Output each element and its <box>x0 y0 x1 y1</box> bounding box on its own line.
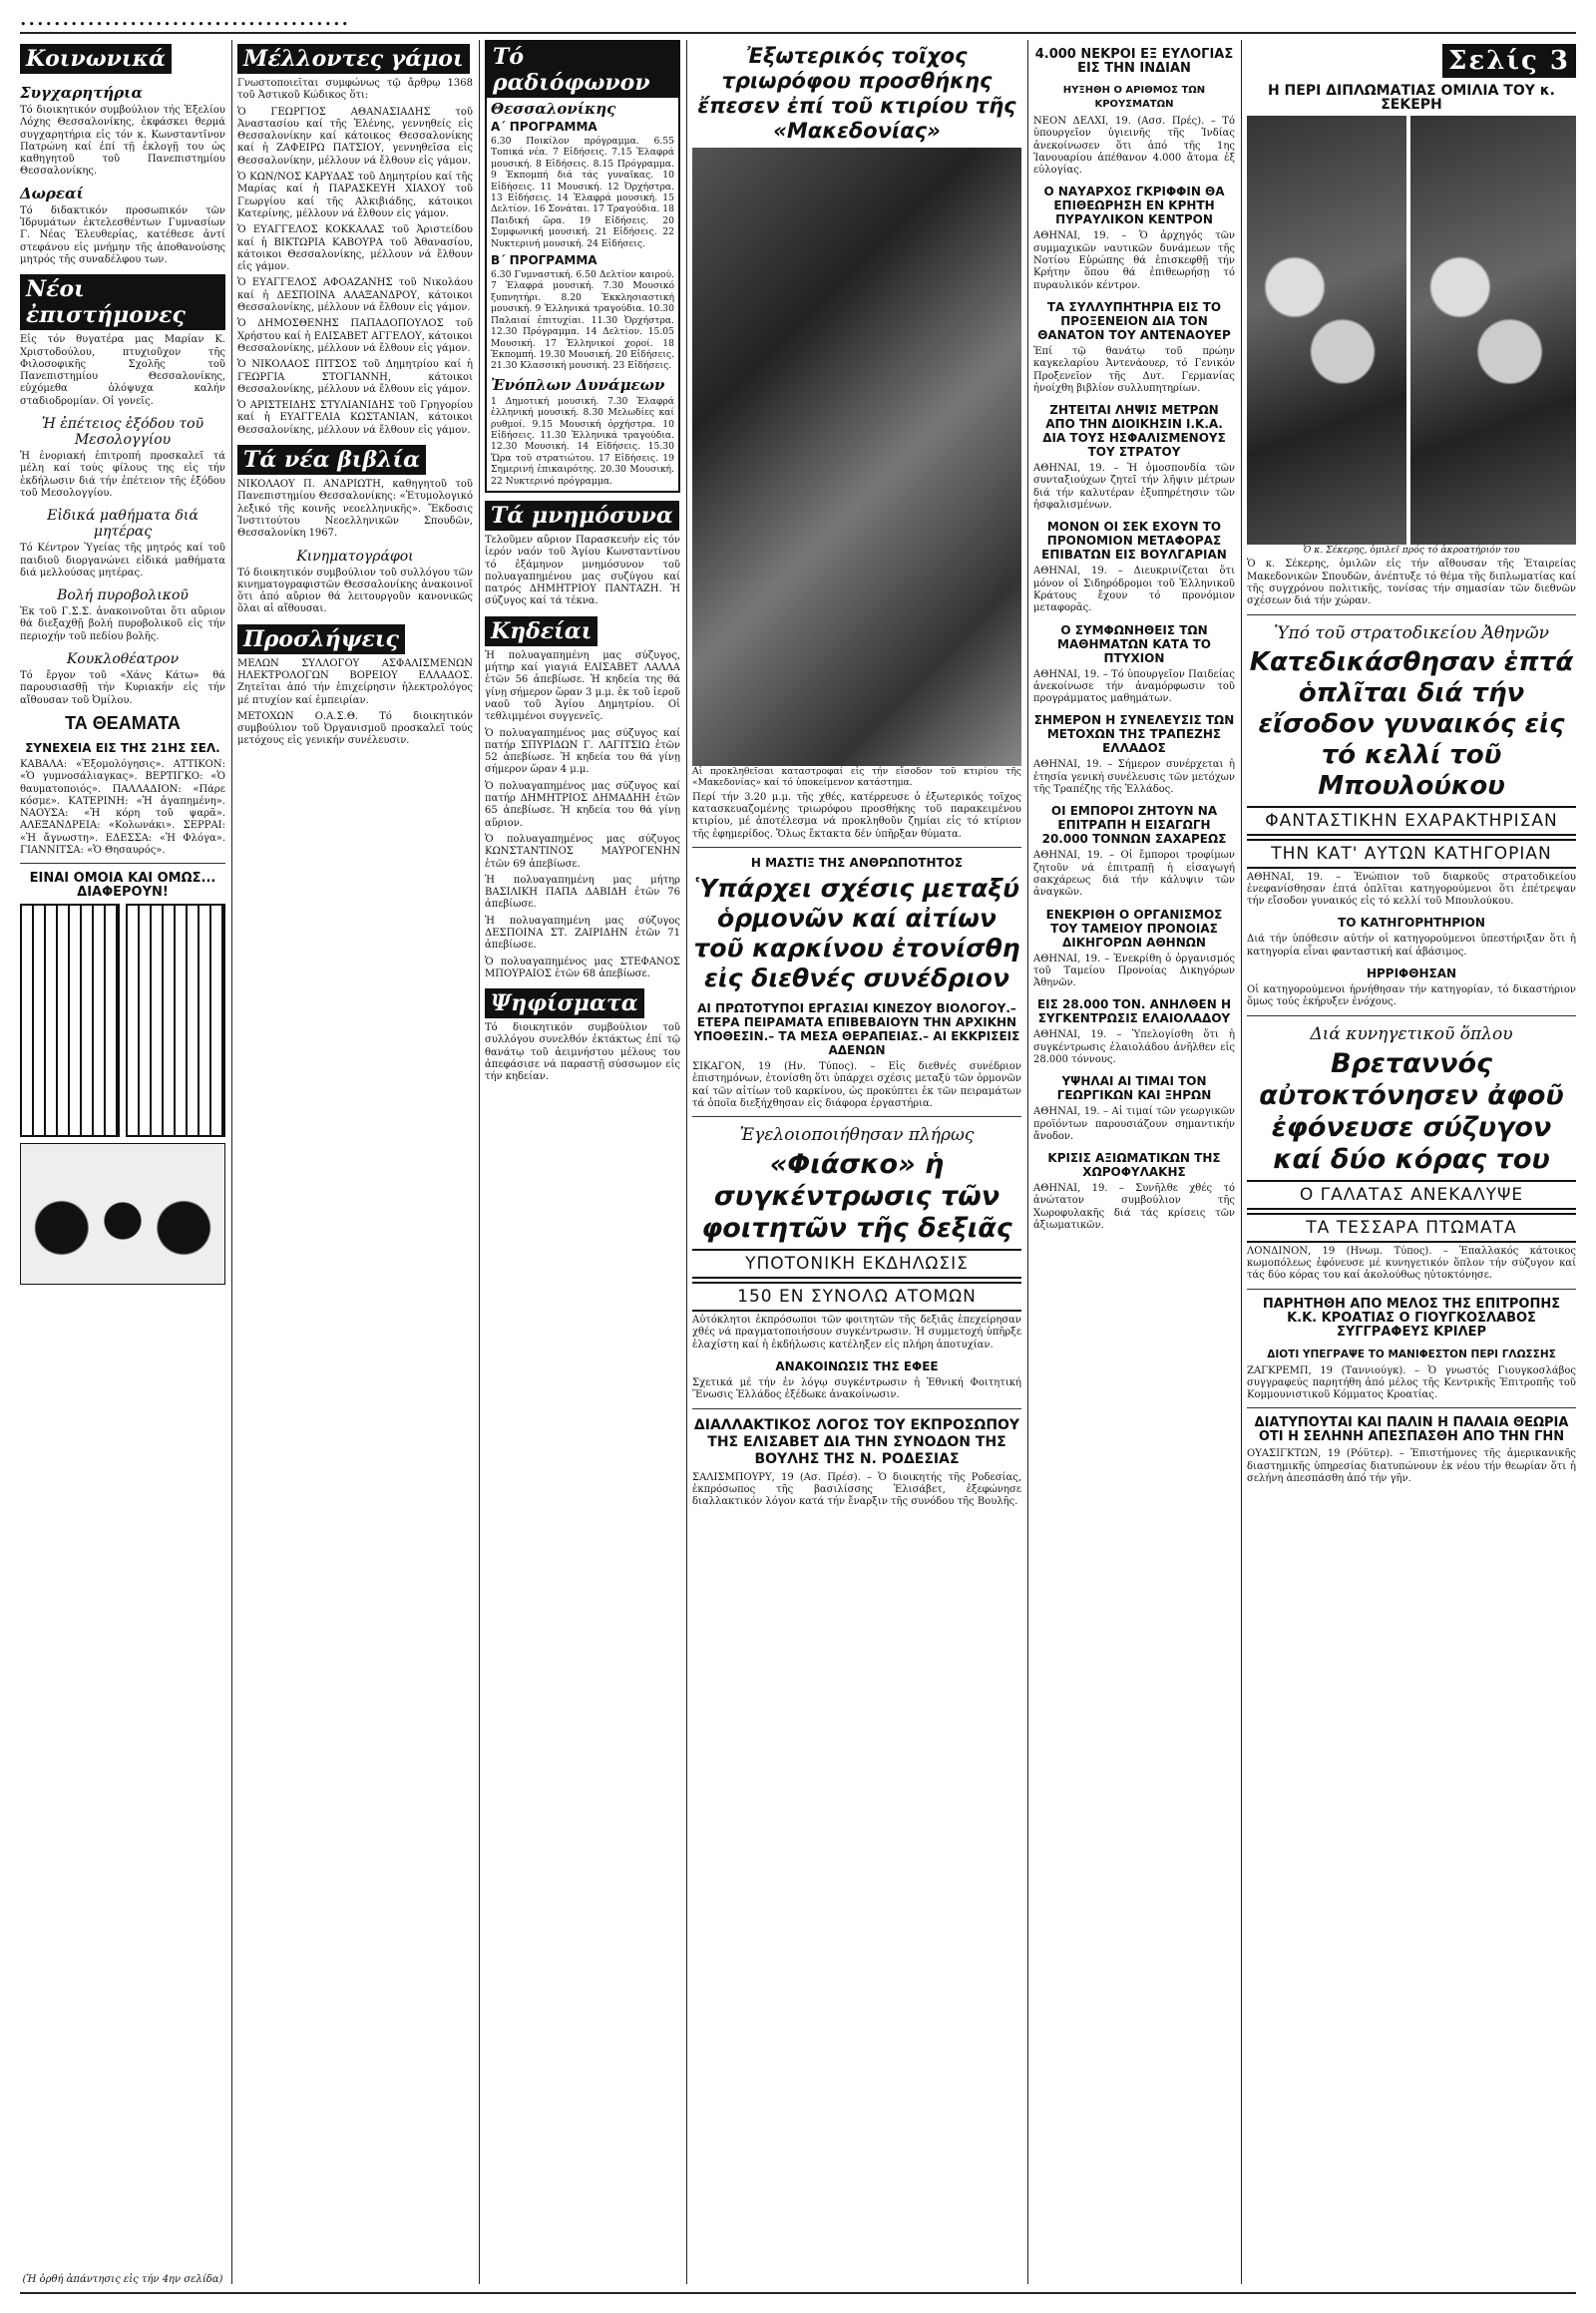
boxed-fiasco-1: ΥΠΟΤΟΝΙΚΗ ΕΚΔΗΛΩΣΙΣ <box>692 1249 1021 1279</box>
kicker-cancer: Η ΜΑΣΤΙΞ ΤΗΣ ΑΝΘΡΩΠΟΤΗΤΟΣ <box>750 856 964 870</box>
article-britannos: ΛΟΝΔΙΝΟΝ, 19 (Ηνωμ. Τύπος). – Ἐπαλλακός κάτοικος κωμοπόλεως ἐφόνευσε μέ κυνηγετικόν ὅπλον τήν σύζυγον καί τάς δύο κόρας του καί ἀκολούθως ηὐτοκτόνησε. <box>1247 1245 1576 1282</box>
article-kreta: ΑΘΗΝΑΙ, 19. – Ὁ ἀρχηγός τῶν συμμαχικῶν ναυτικῶν δυνάμεων τῆς Νοτίου Εὐρώπης θά ἐπισκεφθῇ τήν Κρήτην ὅπου θά ἐπιθεωρήσῃ τό πυραυλικόν κέντρον. <box>1033 230 1235 291</box>
article-kouklotheatro: Τό ἔργον τοῦ «Χάνς Κάτω» θά παρουσιασθῇ τήν Κυριακήν εἰς τήν αἴθουσαν τοῦ Ὀμίλου. <box>20 670 225 706</box>
article-mnimosyna: Τελοῦμεν αὔριον Παρασκευήν εἰς τόν ἱερόν ναόν τοῦ Ἁγίου Κωνσταντίνου τό ἐξάμηνον μνημόσυνον τοῦ πολυαγαπημένου μας συζύγου καί πατρός ΔΗΜΗΤΡΙΟΥ ΠΑΝΤΑΖΗ. Ἡ σύζυγος καί τά τέκνα. <box>485 534 680 607</box>
enoples-text: 1 Δημοτική μουσική. 7.30 Ἑλαφρά ἐλληνική μουσική. 8.30 Μελωδίες καί ρυθμοί. 9.15 Μουσική ὀρχήστρα. 10 Εἰδήσεις. 11.30 Ἑλληνικά τραγούδια. 12.30 Μουσική. 14 Εἰδήσεις. 15.30 Ὥρα τοῦ στρατιώτου. 17 Εἰδήσεις. 19 Σημερινή ἐπικαιρότης. 20.30 Μουσική. 22 Νυκτερινό πρόγραμμα. <box>491 395 674 487</box>
article-neoi: Εἰς τόν θυγατέρα μας Μαρίαν Κ. Χριστοδούλου, πτυχιοῦχον τῆς Φιλοσοφικῆς Σχολῆς τοῦ Πανεπιστημίου Θεσσαλονίκης, εὐχόμεθα ὁλόψυχα καλήν σταδιοδρομίαν. Οἱ γονεῖς. <box>20 334 225 407</box>
article-exodos: Ἡ ἐνοριακή ἐπιτροπή προσκαλεῖ τά μέλη καί τούς φίλους της εἰς τήν ἐκδήλωσιν διά τήν ἐπέτειον τῆς ἐξόδου τοῦ Μεσολογγίου. <box>20 451 225 499</box>
article-psifismata: Τό διοικητικόν συμβούλιον τοῦ συλλόγου συνελθόν ἐκτάκτως ἐπί τῷ θανάτῳ τοῦ ἀειμνήστου μέλους του ἀπεφάσισε νά παραστῇ σύσσωμον εἰς τήν κηδείαν. <box>485 1022 680 1083</box>
kideia-1: Ἡ πολυαγαπημένη μας σύζυγος, μήτηρ καί γιαγιά ΕΛΙΣΑΒΕΤ ΛΑΛΛΑ ἐτῶν 56 ἀπεβίωσε. Ἡ κηδεία της θά γίνῃ σήμερον ὥραν 3 μ.μ. ἐκ τοῦ ἱεροῦ ναοῦ τοῦ Ἁγίου Δημητρίου. Οἱ τεθλιμμένοι συγγενεῖς. <box>485 649 680 723</box>
collapse-photo <box>692 148 1021 766</box>
kideia-3: Ὁ πολυαγαπημένος μας σύζυγος καί πατήρ ΔΗΜΗΤΡΙΟΣ ΔΗΜΑΔΗΗ ἐτῶν 65 ἀπεβίωσε. Ἡ κηδεία του θά γίνῃ αὔριον. <box>485 780 680 829</box>
sub-congrats: Συγχαρητήρια <box>20 84 143 102</box>
headline-xorofylaki: ΚΡΙΣΙΣ ΑΞΙΩΜΑΤΙΚΩΝ ΤΗΣ ΧΩΡΟΦΥΛΑΚΗΣ <box>1047 1151 1221 1180</box>
headline-elaiolado: ΕΙΣ 28.000 ΤΟΝ. ΑΝΗΛΘΕΝ Η ΣΥΓΚΕΝΤΡΩΣΙΣ ΕΛΑΙΟΛΑΔΟΥ <box>1036 997 1231 1026</box>
headline-india: 4.000 ΝΕΚΡΟΙ ΕΞ ΕΥΛΟΓΙΑΣ ΕΙΣ ΤΗΝ ΙΝΔΙΑΝ <box>1034 47 1234 76</box>
sub-enoples: Ἐνόπλων Δυνάμεων <box>491 375 665 394</box>
article-eofe: Σχετικά μέ τήν ἐν λόγῳ συγκέντρωσιν ἡ Ἐθνική Φοιτητική Ἕνωσις Ἑλλάδος ἐξέδωκε ἀνακοίνωσιν. <box>692 1377 1021 1401</box>
gamoi-3: Ὁ ΚΩΝ/ΝΟΣ ΚΑΡΥΔΑΣ τοῦ Δημητρίου καί τῆς Μαρίας καί ἡ ΠΑΡΑΣΚΕΥΗ ΧΙΑΧΟΥ τοῦ Γεωργίου καί τῆς Αλκιβιάδης, κάτοικοι Κατερίνης, μέλλουν νά ἔλθουν εἰς γάμον. <box>237 172 473 219</box>
headline-ika: ΖΗΤΕΙΤΑΙ ΛΗΨΙΣ ΜΕΤΡΩΝ ΑΠΟ ΤΗΝ ΔΙΟΙΚΗΣΙΝ Ι.Κ.Α. ΔΙΑ ΤΟΥΣ ΗΣΦΑΛΙΣΜΕΝΟΥΣ ΤΟΥ ΣΤΡΑΤΟΥ <box>1042 403 1226 460</box>
sub-mathimata: Εἰδικά μαθήματα διά μητέρας <box>47 508 199 541</box>
column-1 <box>20 40 225 2289</box>
kideia-6: Ἡ πολυαγαπημένη μας σύζυγος ΔΕΣΠΟΙΝΑ ΣΤ. ΖΑΙΡΙΔΗΝ ἐτῶν 71 ἀπεβίωσε. <box>485 915 680 952</box>
cartoon-footer: (Ἡ ὀρθή ἀπάντησις εἰς τήν 4ην σελίδα) <box>22 2274 223 2285</box>
kideia-2: Ὁ πολυαγαπημένος μας σύζυγος καί πατήρ ΣΠΥΡΙΔΩΝ Γ. ΛΑΓΙΤΣΙΩ ἐτῶν 52 ἀπεβίωσε. Ἡ κηδεία του θά γίνῃ σήμερον ὥραν 4 μ.μ. <box>485 727 680 776</box>
section-themata: ΤΑ ΘΕΑΜΑΤΑ <box>65 712 181 733</box>
kideia-4: Ὁ πολυαγαπημένος μας σύζυγος ΚΩΝΣΤΑΝΤΙΝΟΣ ΜΑΥΡΟΓΕΝΗΝ ἐτῶν 69 ἀπεβίωσε. <box>485 833 680 870</box>
sekeris-caption: Ὁ κ. Σέκερης, ὁμιλεῖ πρός τό ἀκροατήριόν του <box>1303 545 1520 556</box>
gamoi-8: Ὁ ΑΡΙΣΤΕΙΔΗΣ ΣΤΥΛΙΑΝΙΔΗΣ τοῦ Γρηγορίου καί ἡ ΕΥΑΓΓΕΛΙΑ ΚΩΣΤΑΝΙΑΝ, κάτοικοι Θεσσαλονίκης, μέλλουν νά ἔλθουν εἰς γάμον. <box>237 400 473 436</box>
collapse-caption: Αἱ προκληθεῖσαι καταστροφαί εἰς τήν εἴσοδον τοῦ κτιρίου τῆς «Μακεδονίας» καί τό ὑποκείμενον κατάστημα. <box>692 766 1021 789</box>
gamoi-5: Ὁ ΕΥΑΓΓΕΛΟΣ ΑΦΟΑΖΑΝΗΣ τοῦ Νικολάου καί ἡ ΔΕΣΠΟΙΝΑ ΑΛΑΞΑΝΔΡΟΥ, κάτοικοι Θεσσαλονίκης, μέλλουν νά ἔλθουν εἰς γάμον. <box>237 277 473 314</box>
headline-britannos: Βρεταννός αὐτοκτόνησεν ἀφοῦ ἐφόνευσε σύζυγον καί δύο κόρας του <box>1259 1047 1564 1175</box>
sekeris-photos <box>1247 116 1576 545</box>
article-xorofylaki: ΑΘΗΝΑΙ, 19. – Συνῆλθε χθές τό ἀνώτατον συμβούλιον τῆς Χωροφυλακῆς διά τάς κρίσεις τῶν ἀξιωματικῶν. <box>1033 1183 1235 1232</box>
article-themata: ΚΑΒΑΛΑ: «Ἐξομολόγησις». ΑΤΤΙΚΟΝ: «Ὁ γυμνοσάλιαγκας». ΒΕΡΤΙΓΚΟ: «Ὁ θαυματοποιός». ΠΑΛΛΑΔΙΟΝ: «Πάρε κόσμε». ΚΑΤΕΡΙΝΗ: «Ἡ ἀγαπημένη». ΝΑΟΥΣΑ: «Ἡ κόρη τοῦ ψαρᾶ». ΑΛΕΞΑΝΔΡΕΙΑ: «Κολωνάκι». ΣΕΡΡΑΙ: «Ἡ ἄγνωστη». ΕΔΕΣΣΑ: «Ἡ Φλόγα». ΓΙΑΝΝΙΤΣΑ: «Ὁ Θησαυρός». <box>20 758 225 856</box>
headline-fiasco: «Φιάσκο» ἡ συγκέντρωσις τῶν φοιτητῶν τῆς δεξιᾶς <box>701 1149 1012 1245</box>
article-vamvaki: ΑΘΗΝΑΙ, 19. – Αἱ τιμαί τῶν γεωργικῶν προϊόντων παρουσιάζουν σημαντικήν ἄνοδον. <box>1033 1106 1235 1142</box>
headline-trapeza: ΣΗΜΕΡΟΝ Η ΣΥΝΕΛΕΥΣΙΣ ΤΩΝ ΜΕΤΟΧΩΝ ΤΗΣ ΤΡΑΠΕΖΗΣ ΕΛΛΑΔΟΣ <box>1033 713 1235 756</box>
radio-sub: Θεσσαλονίκης <box>491 100 616 118</box>
headline-adenauer: ΤΑ ΣΥΛΛΥΠΗΤΗΡΙΑ ΕΙΣ ΤΟ ΠΡΟΞΕΝΕΙΟΝ ΔΙΑ ΤΟΝ ΘΑΝΑΤΟΝ ΤΟΥ ΑΝΤΕΝΑΟΥΕΡ <box>1037 299 1231 342</box>
radio-box <box>485 40 680 493</box>
headline-vamvaki: ΥΨΗΛΑΙ ΑΙ ΤΙΜΑΙ ΤΟΝ ΓΕΩΡΓΙΚΩΝ ΚΑΙ ΞΗΡΩΝ <box>1056 1074 1212 1103</box>
article-selini: ΟΥΑΣΙΓΚΤΩΝ, 19 (Ρόϋτερ). – Ἐπιστήμονες τῆς ἀμερικανικῆς διαστημικῆς ὑπηρεσίας διατυπώνουν ἐκ νέου τήν θεωρίαν ὅτι ἡ σελήνη ἀπεσπάσθη ἀπό τήν γῆν. <box>1247 1448 1576 1485</box>
prog-b: Β΄ ΠΡΟΓΡΑΜΜΑ <box>491 253 598 268</box>
section-vivlia: Τά νέα βιβλία <box>237 445 426 475</box>
gamoi-4: Ὁ ΕΥΑΓΓΕΛΟΣ ΚΟΚΚΑΛΑΣ τοῦ Ἀριστείδου καί ἡ ΒΙΚΤΩΡΙΑ ΚΑΒΟΥΡΑ τοῦ Ἀθανασίου, κάτοικοι Θεσσαλονίκης, μέλλουν νά ἔλθουν εἰς γάμον. <box>237 224 473 273</box>
gamoi-7: Ὁ ΝΙΚΟΛΑΟΣ ΠΙΤΣΟΣ τοῦ Δημητρίου καί ἡ ΓΕΩΡΓΙΑ ΣΤΟΓΙΑΝΝΗ, κάτοικοι Θεσσαλονίκης, μέλλουν νά ἔλθουν εἰς γάμον. <box>237 359 473 395</box>
article-sekeris: Ὁ κ. Σέκερης, ὁμιλῶν εἰς τήν αἴθουσαν τῆς Ἑταιρείας Μακεδονικῶν Σπουδῶν, ἀνέπτυξε τό θέμα τῆς διπλωματίας καί τῆς συγχρόνου πολιτικῆς, τονίσας τήν σημασίαν τῶν διεθνῶν σχέσεων διά τήν χώραν. <box>1247 559 1576 607</box>
article-donations: Τό διδακτικόν προσωπικόν τῶν Ἰδρυμάτων ἐκτελεσθέντων Γυμνασίων Γ. Νέας Ἐλευθερίας, κατέθεσε ἀντί στεφάνου εἰς μνήμην τῆς ἀποθανούσης μητρός τῆς συναδέλφου των. <box>20 204 225 265</box>
prog-a-text: 6.30 Ποικίλον πρόγραμμα. 6.55 Τοπικά νέα. 7 Εἰδήσεις. 7.15 Ἑλαφρά μουσική. 8 Εἰδήσεις. 8.15 Πρόγραμμα. 9 Ἐκπομπή διά τάς γυναῖκας. 10 Εἰδήσεις. 11 Μουσική. 12 Ὀρχήστρα. 13 Εἰδήσεις. 14 Ἑλαφρά μουσική. 15 Δελτίον. 16 Σονάται. 17 Τραγούδια. 18 Παιδική ὥρα. 19 Εἰδήσεις. 20 Συμφωνική μουσική. 21 Εἰδήσεις. 22 Νυκτερινή μουσική. 24 Εἰδήσεις. <box>491 136 674 249</box>
page-label: Σελίς 3 <box>1442 44 1576 78</box>
article-collapse: Περί τήν 3.20 μ.μ. τῆς χθές, κατέρρευσε ὁ ἐξωτερικός τοῖχος κατασκευαζομένης τριωρόφου προσθήκης τοῦ παρακειμένου κτιρίου, μέ ἀποτέλεσμα νά προκληθοῦν ζημίαι εἰς τό κτίριον τῆς ἐφημερίδος. Ὅλως ἔκτακτα δέν ὑπῆρξαν θύματα. <box>692 791 1021 840</box>
article-cancer: ΣΙΚΑΓΟΝ, 19 (Ην. Τύπος). – Εἰς διεθνές συνέδριον ἐπιστημόνων, ἐτονίσθη ὅτι ὑπάρχει σχέσις μεταξύ τῶν ὁρμονῶν καί τῶν αἰτίων τοῦ καρκίνου, ὡς προκύπτει ἐκ τῶν πειραμάτων τά ὁποῖα διεξήχθησαν εἰς διάφορα ἐργαστήρια. <box>692 1061 1021 1109</box>
sekeris-photo-left <box>1247 116 1406 545</box>
boxed-bouloukos-2: ΤΗΝ ΚΑΤ' ΑΥΤΩΝ ΚΑΤΗΓΟΡΙΑΝ <box>1247 839 1576 869</box>
sub-donations: Δωρεαί <box>20 184 84 202</box>
section-neoi: Νέοι ἐπιστήμονες <box>20 274 225 330</box>
boxed-britannos-2: ΤΑ ΤΕΣΣΑΡΑ ΠΤΩΜΑΤΑ <box>1247 1213 1576 1243</box>
sekeris-photo-right <box>1410 116 1576 545</box>
article-mathimata: Τό Κέντρον Ὑγείας τῆς μητρός καί τοῦ παιδιοῦ διοργανώνει εἰδικά μαθήματα διά μελλούσας μητέρας. <box>20 543 225 578</box>
cartoon-title: ΕΙΝΑΙ ΟΜΟΙΑ ΚΑΙ ΟΜΩΣ... ΔΙΑΦΕΡΟΥΝ! <box>29 871 216 901</box>
page-bottom-rule <box>20 2292 1576 2294</box>
article-katigoritirion: Διά τήν ὑπόθεσιν αὐτήν οἱ κατηγορούμενοι ὑπεστήριξαν ὅτι ἡ κατηγορία εἶναι φανταστική καί ἀβάσιμος. <box>1247 934 1576 958</box>
boxed-fiasco-2: 150 ΕΝ ΣΥΝΟΛΩ ΑΤΟΜΩΝ <box>692 1282 1021 1312</box>
column-5 <box>1033 40 1235 2289</box>
kicker-bouloukos: Ὑπό τοῦ στρατοδικείου Ἀθηνῶν <box>1274 622 1549 643</box>
sub-eofe: ΑΝΑΚΟΙΝΩΣΙΣ ΤΗΣ ΕΦΕΕ <box>775 1359 939 1374</box>
headline-rhodesia: ΔΙΑΛΛΑΚΤΙΚΟΣ ΛΟΓΟΣ ΤΟΥ ΕΚΠΡΟΣΩΠΟΥ ΤΗΣ ΕΛΙΣΑΒΕΤ ΔΙΑ ΤΗΝ ΣΥΝΟΔΟΝ ΤΗΣ ΒΟΥΛΗΣ ΤΗΣ Ν. ΡΟΔΕΣΙΑΣ <box>693 1416 1020 1467</box>
headline-krleza: ΠΑΡΗΤΗΘΗ ΑΠΟ ΜΕΛΟΣ ΤΗΣ ΕΠΙΤΡΟΠΗΣ Κ.Κ. ΚΡΟΑΤΙΑΣ Ο ΓΙΟΥΓΚΟΣΛΑΒΟΣ ΣΥΓΓΡΑΦΕΥΣ ΚΡΙΛΕΡ <box>1262 1296 1561 1340</box>
cartoon-panel-right <box>126 904 225 1137</box>
gamoi-2: Ὁ ΓΕΩΡΓΙΟΣ ΑΘΑΝΑΣΙΑΔΗΣ τοῦ Ἀναστασίου καί τῆς Ἑλένης, γεννηθείς εἰς Θεσσαλονίκην καί κάτοικος Θεσσαλονίκης καί ἡ ΖΑΦΕΙΡΩ ΠΑΤΣΙΟΥ, γεννηθεῖσα εἰς Θεσσαλονίκην, μέλλουν νά ἔλθουν εἰς γάμον. <box>237 106 473 167</box>
article-ika: ΑΘΗΝΑΙ, 19. – Ἡ ὁμοσπονδία τῶν συνταξιούχων ζητεῖ τήν λῆψιν μέτρων διά τήν καλυτέραν ἐξυπηρέτησιν τῶν ἠσφαλισμένων. <box>1033 463 1235 512</box>
article-vivlia: ΝΙΚΟΛΑΟΥ Π. ΑΝΔΡΙΩΤΗ, καθηγητοῦ τοῦ Πανεπιστημίου Θεσσαλονίκης: «Ἐτυμολογικό λεξικό τῆς κοινῆς νεοελληνικῆς». Ἔκδοσις Ἰνστιτούτου Νεοελληνικῶν Σπουδῶν, Θεσσαλονίκη 1967. <box>237 479 473 540</box>
sub-katigoritirion: ΤΟ ΚΑΤΗΓΟΡΗΤΗΡΙΟΝ <box>1338 916 1485 931</box>
article-zachari: ΑΘΗΝΑΙ, 19. – Οἱ ἔμποροι τροφίμων ζητοῦν νά ἐπιτραπῇ ἡ εἰσαγωγή σακχάρεως διά τήν κάλυψιν τῶν ἀναγκῶν. <box>1033 850 1235 899</box>
headline-selini: ΔΙΑΤΥΠΟΥΤΑΙ ΚΑΙ ΠΑΛΙΝ Η ΠΑΛΑΙΑ ΘΕΩΡΙΑ ΟΤΙ Η ΣΕΛΗΝΗ ΑΠΕΣΠΑΣΘΗ ΑΠΟ ΤΗΝ ΓΗΝ <box>1254 1415 1569 1445</box>
article-elaiolado: ΑΘΗΝΑΙ, 19. – Ὑπελογίσθη ὅτι ἡ συγκέντρωσις ἐλαιολάδου ἀνῆλθεν εἰς 28.000 τόννους. <box>1033 1029 1235 1065</box>
boxed-britannos-1: Ο ΓΑΛΑΤΑΣ ΑΝΕΚΑΛΥΨΕ <box>1247 1180 1576 1210</box>
headline-dikigoroi: ΕΝΕΚΡΙΘΗ Ο ΟΡΓΑΝΙΣΜΟΣ ΤΟΥ ΤΑΜΕΙΟΥ ΠΡΟΝΟΙΑΣ ΔΙΚΗΓΟΡΩΝ ΑΘΗΝΩΝ <box>1045 907 1223 950</box>
article-congrats: Τό διοικητικόν συμβούλιον τής Ἑξελίου Λόχης Θεσσαλονίκης, ἐκφάσκει θερμά συγχαρητήρια εἰς τόν κ. Κωνσταντῖνον Πατρώνη καί ἐπί τῇ ἐκλογῇ του ὡς καθηγητοῦ τοῦ Πανεπιστημίου Θεσσαλονίκης. <box>20 105 225 178</box>
section-proslipseis: Προσλήψεις <box>237 624 405 654</box>
section-gamoi: Μέλλοντες γάμοι <box>237 44 470 74</box>
sub-nrivimeni: ΗΡΡΙΦΘΗΣΑΝ <box>1366 966 1457 981</box>
article-ptyxion: ΑΘΗΝΑΙ, 19. – Τό ὑπουργεῖον Παιδείας ἀνεκοίνωσε τήν ἀναμόρφωσιν τοῦ προγράμματος μαθημάτων. <box>1033 668 1235 705</box>
sub-pyrovolikou: Βολή πυροβολικοῦ <box>57 587 189 604</box>
themata-sub: ΣΥΝΕΧΕΙΑ ΕΙΣ ΤΗΣ 21ΗΣ ΣΕΛ. <box>25 740 220 755</box>
article-kinimatografoi: Τό διοικητικόν συμβούλιον τοῦ συλλόγου τῶν κινηματογραφιστῶν Θεσσαλονίκης ἀνακοινοῖ ὅτι ἀπό αὔριον θά λειτουργοῦν κανονικῶς ὅλαι αἱ αἴθουσαι. <box>237 567 473 615</box>
article-india: ΝΕΟΝ ΔΕΛΧΙ, 19. (Ασσ. Πρές). – Τό ὑπουργεῖον ὑγιεινῆς τῆς Ἰνδίας ἀνεκοίνωσεν ὅτι ἀπό τῆς 1ης Ἰανουαρίου ἀπέθανον 4.000 ἄτομα ἐξ εὐλογίας. <box>1033 116 1235 177</box>
cartoon-panel-left <box>20 904 120 1137</box>
section-koinonika: Κοινωνικά <box>20 44 172 74</box>
headline-sekeris: Η ΠΕΡΙ ΔΙΠΛΩΜΑΤΙΑΣ ΟΜΙΛΙΑ ΤΟΥ κ. ΣΕΚΕΡΗ <box>1267 83 1556 113</box>
article-bouloukos: ΑΘΗΝΑΙ, 19. – Ἐνώπιον τοῦ διαρκοῦς στρατοδικείου ἐνεφανίσθησαν ἑπτά ὁπλῖται κατηγορούμενοι ὅτι ἐπέτρεψαν τήν εἴσοδον γυναικός εἰς τό κελλί τοῦ Μπουλούκου. <box>1247 871 1576 908</box>
sub-krleza: ΔΙΟΤΙ ΥΠΕΓΡΑΨΕ ΤΟ ΜΑΝΙΦΕΣΤΟΝ ΠΕΡΙ ΓΛΩΣΣΗΣ <box>1267 1348 1556 1360</box>
article-nrivimeni: Οἱ κατηγορούμενοι ἠρνήθησαν τήν κατηγορίαν, τό δικαστήριον ὅμως τούς ἐκήρυξεν ἐνόχους. <box>1247 984 1576 1008</box>
headline-kreta: Ο ΝΑΥΑΡΧΟΣ ΓΚΡΙΦΦΙΝ ΘΑ ΕΠΙΘΕΩΡΗΣΗ ΕΝ ΚΡΗΤΗ ΠΥΡΑΥΛΙΚΟΝ ΚΕΝΤΡΟΝ <box>1043 185 1225 227</box>
section-psifismata: Ψηφίσματα <box>485 988 644 1018</box>
headline-cancer: Ὑπάρχει σχέσις μεταξύ ὁρμονῶν καί αἰτίων τοῦ καρκίνου ἐτονίσθη εἰς διεθνές συνέδριον <box>693 874 1020 992</box>
column-2 <box>237 40 473 2289</box>
section-kideiai: Κηδείαι <box>485 616 598 646</box>
cartoon-figures <box>20 1143 225 1285</box>
section-mnimosyna: Τά μνημόσυνα <box>485 501 679 531</box>
headline-bouloukos: Κατεδικάσθησαν ἑπτά ὁπλῖται διά τήν εἴσοδον γυναικός εἰς τό κελλί τοῦ Μπουλούκου <box>1249 646 1574 801</box>
article-dikigoroi: ΑΘΗΝΑΙ, 19. – Ἐνεκρίθη ὁ ὀργανισμός τοῦ Ταμείου Προνοίας Δικηγόρων Ἀθηνῶν. <box>1033 953 1235 989</box>
kicker-britannos: Διά κυνηγετικοῦ ὅπλου <box>1310 1023 1513 1044</box>
article-rhodesia: ΣΑΛΙΣΜΠΟΥΡΥ, 19 (Ασ. Πρέσ). – Ὁ διοικητής τῆς Ροδεσίας, ἐκπρόσωπος τῆς βασιλίσσης Ἐλισάβετ, ἐξεφώνησε διαλλακτικόν λόγον κατά τήν ἔναρξιν τῆς συνόδου τῆς Βουλῆς. <box>692 1471 1021 1508</box>
masthead-ornament: ••••••••••••••••••••••••••••••••••••••• <box>20 18 351 31</box>
sub-kouklotheatro: Κουκλοθέατρον <box>66 651 180 668</box>
cartoon-panels <box>20 904 225 1137</box>
headline-zachari: ΟΙ ΕΜΠΟΡΟΙ ΖΗΤΟΥΝ ΝΑ ΕΠΙΤΡΑΠΗ Η ΕΙΣΑΓΩΓΗ 20.000 ΤΟΝΝΩΝ ΣΑΧΑΡΕΩΣ <box>1041 804 1227 847</box>
headline-ptyxion: Ο ΣΥΜΦΩΝΗΘΕΙΣ ΤΩΝ ΜΑΘΗΜΑΤΩΝ ΚΑΤΑ ΤΟ ΠΤΥΧΙΟΝ <box>1057 622 1211 665</box>
article-proslipseis: ΜΕΛΩΝ ΣΥΛΛΟΓΟΥ ΑΣΦΑΛΙΣΜΕΝΩΝ ΗΛΕΚΤΡΟΛΟΓΩΝ ΒΟΡΕΙΟΥ ΕΛΛΑΔΟΣ. Ζητεῖται ἀπό τήν ἐπιχείρησιν ἡλεκτρολόγος μέ πτυχίον καί ἐμπειρίαν. <box>237 657 473 706</box>
headline-top: Ἐξωτερικός τοῖχος τριωρόφου προσθήκης ἔπεσεν ἐπί τοῦ κτιρίου τῆς «Μακεδονίας» <box>697 44 1016 143</box>
sub-exodos: Ἡ ἐπέτειος ἐξόδου τοῦ Μεσολογγίου <box>41 416 204 449</box>
article-sek: ΑΘΗΝΑΙ, 19. – Διευκρινίζεται ὅτι μόνον οἱ Σιδηρόδρομοι τοῦ Ἑλληνικοῦ Κράτους ἔχουν τό προνόμιον μεταφορᾶς. <box>1033 566 1235 614</box>
headline-sek: ΜΟΝΟΝ ΟΙ ΣΕΚ ΕΧΟΥΝ ΤΟ ΠΡΟΝΟΜΙΟΝ ΜΕΤΑΦΟΡΑΣ ΕΠΙΒΑΤΩΝ ΕΙΣ ΒΟΥΛΓΑΡΙΑΝ <box>1041 520 1227 563</box>
masthead-strip <box>20 18 1576 34</box>
boxed-bouloukos-1: ΦΑΝΤΑΣΤΙΚΗΝ ΕΧΑΡΑΚΤΗΡΙΣΑΝ <box>1247 806 1576 836</box>
article-pyrovolikou: Ἐκ τοῦ Γ.Σ.Σ. ἀνακοινοῦται ὅτι αὔριον θά διεξαχθῇ βολή πυροβολικοῦ εἰς τήν περιοχήν τοῦ πεδίου βολῆς. <box>20 606 225 642</box>
prog-b-text: 6.30 Γυμναστική. 6.50 Δελτίον καιρού. 7 Ἑλαφρά μουσική. 7.30 Μουσικό ξυπνητήρι. 8.20 Ἐκκλησιαστική μουσική. 9 Ἑλληνικά τραγούδια. 10.30 Παλαιαί ἐπιτυχίαι. 11.30 Ὀρχήστρα. 12.30 Πρόγραμμα. 14 Δελτίον. 15.05 Μουσική. 17 Ἑλληνικοί χοροί. 18 Ἐκπομπή. 19.30 Μουσική. 20 Εἰδήσεις. 21.30 Κλασσική μουσική. 23 Εἰδήσεις. <box>491 269 674 372</box>
kicker-fiasco: Ἐγελοιοποιήθησαν πλήρως <box>739 1125 975 1146</box>
article-adenauer: Ἐπί τῷ θανάτῳ τοῦ πρώην καγκελαρίου Ἀντενάουερ, τό Γενικόν Προξενεῖον τῆς Δυτ. Γερμανίας ἠνοίχθη βιβλίον συλλυπητηρίων. <box>1033 345 1235 394</box>
sub-india: ΗΥΞΗΘΗ Ο ΑΡΙΘΜΟΣ ΤΩΝ ΚΡΟΥΣΜΑΤΩΝ <box>1062 85 1206 110</box>
kideia-5: Ἡ πολυαγαπημένη μας μήτηρ ΒΑΣΙΛΙΚΗ ΠΑΠΑ ΔΑΒΙΔΗ ἐτῶν 76 ἀπεβίωσε. <box>485 874 680 911</box>
gamoi-6: Ὁ ΔΗΜΟΣΘΕΝΗΣ ΠΑΠΑΔΟΠΟΥΛΟΣ τοῦ Χρήστου καί ἡ ΕΛΙΣΑΒΕΤ ΑΓΓΕΛΟΥ, κάτοικοι Θεσσαλονίκης, μέλλουν νά ἔλθουν εἰς γάμον. <box>237 318 473 354</box>
column-4 <box>692 40 1021 2289</box>
section-radio: Τό ραδιόφωνον <box>487 42 678 98</box>
newspaper-page <box>20 18 1576 2297</box>
article-fiasco: Αὐτόκλητοι ἐκπρόσωποι τῶν φοιτητῶν τῆς δεξιᾶς ἐπεχείρησαν χθές νά πραγματοποιήσουν συγκέντρωσιν. Ἡ συμμετοχή ὑπῆρξε ἐλαχίστη καί ἡ ἐκδήλωσις κατέληξεν εἰς πλήρη ἀποτυχίαν. <box>692 1315 1021 1350</box>
sub-cancer: ΑΙ ΠΡΩΤΟΤΥΠΟΙ ΕΡΓΑΣΙΑΙ ΚΙΝΕΖΟΥ ΒΙΟΛΟΓΟΥ.– ΕΤΕΡΑ ΠΕΙΡΑΜΑΤΑ ΕΠΙΒΕΒΑΙΟΥΝ ΤΗΝ ΑΡΧΙΚΗΝ ΥΠΟΘΕΣΙΝ.– ΤΑ ΜΕΣΑ ΘΕΡΑΠΕΙΑΣ.– ΑΙ ΕΚΚΡΙΣΕΙΣ ΑΔΕΝΩΝ <box>693 1001 1020 1057</box>
article-trapeza: ΑΘΗΝΑΙ, 19. – Σήμερον συνέρχεται ἡ ἐτησία γενική συνέλευσις τῶν μετόχων τῆς Τραπέζης τῆς Ἑλλάδος. <box>1033 759 1235 796</box>
prog-a: Α΄ ΠΡΟΓΡΑΜΜΑ <box>491 120 598 134</box>
sub-kinimatografoi: Κινηματογράφοι <box>296 548 414 565</box>
kideia-7: Ὁ πολυαγαπημένος μας ΣΤΕΦΑΝΟΣ ΜΠΟΥΡΑΙΟΣ ἐτῶν 68 ἀπεβίωσε. <box>485 956 680 979</box>
article-krleza: ΖΑΓΚΡΕΜΠ, 19 (Ταννιούγκ). – Ὁ γνωστός Γιουγκοσλάβος συγγραφεύς παρητήθη ἀπό μέλος τῆς Κεντρικῆς Ἐπιτροπῆς τοῦ Κομμουνιστικοῦ Κόμματος Κροατίας. <box>1247 1364 1576 1401</box>
article-proslipseis-2: ΜΕΤΟΧΩΝ Ο.Α.Σ.Θ. Τό διοικητικόν συμβούλιον τοῦ Ὀργανισμοῦ προσκαλεῖ τούς μετόχους εἰς γενικήν συνέλευσιν. <box>237 710 473 747</box>
column-6 <box>1247 40 1576 2289</box>
column-3 <box>485 40 680 2289</box>
gamoi-1: Γνωστοποιεῖται συμφώνως τῷ ἄρθρῳ 1368 τοῦ Ἀστικοῦ Κώδικος ὅτι: <box>237 78 473 102</box>
